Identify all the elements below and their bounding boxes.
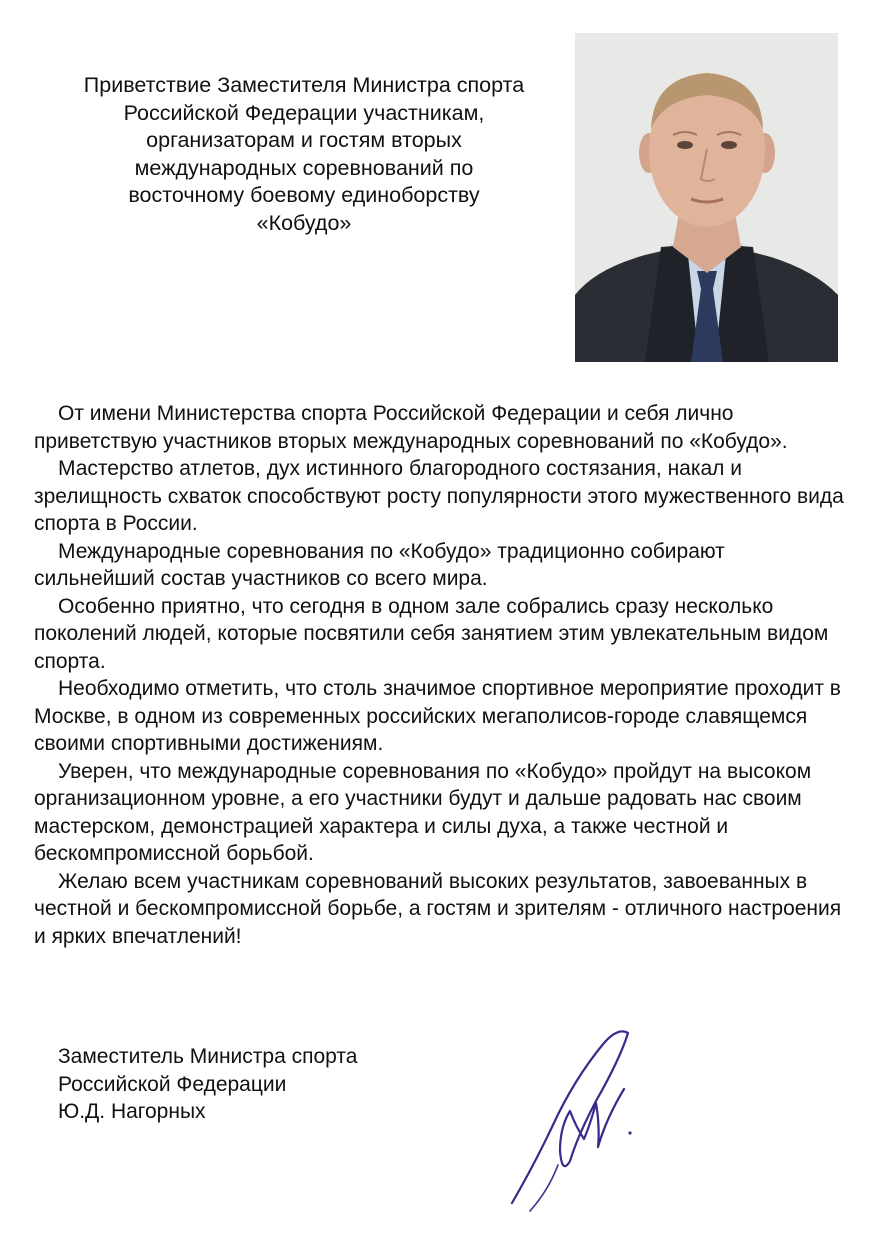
portrait-icon (575, 33, 838, 362)
letter-paragraph: Мастерство атлетов, дух истинного благородного состязания, накал и зрелищность схваток способствуют росту популярности этого мужественного вида спорта в России. (34, 457, 844, 535)
signoff-block (58, 1043, 478, 1126)
greeting-title: Приветствие Заместителя Министра спорта Российской Федерации участникам, организаторам и гостям вторых международных соревнований по восточному боевому единоборству «Кобудо» (83, 73, 525, 235)
letter-paragraph: Особенно приятно, что сегодня в одном зале собрались сразу несколько поколений людей, которые посвятили себя занятием этим увлекательным видом спорта. (34, 594, 829, 673)
letter-paragraph: От имени Министерства спорта Российской Федерации и себя лично приветствую участников вторых международных соревнований по «Кобудо». (34, 402, 788, 453)
letter-paragraph: Желаю всем участникам соревнований высоких результатов, завоеванных в честной и бескомпромиссной борьбе, а гостям и зрителям - отличного настроения и ярких впечатлений! (34, 869, 842, 948)
portrait-photo (575, 33, 838, 362)
signer-name: Ю.Д. Нагорных (58, 1100, 206, 1123)
letter-paragraph: Уверен, что международные соревнования по «Кобудо» пройдут на высоком организационном уровне, а его участники будут и дальше радовать нас своим мастерском, демонстрацией характера и силы духа, а также честной и бескомпромиссной борьбой. (34, 759, 812, 865)
letter-paragraph: Международные соревнования по «Кобудо» традиционно собирают сильнейший состав участников со всего мира. (34, 539, 725, 590)
signer-position-line2: Российской Федерации (58, 1072, 287, 1096)
letter-paragraph: Необходимо отметить, что столь значимое спортивное мероприятие проходит в Москве, в одном из современных российских мегаполисов-городе славящемся своими спортивными достижениям. (34, 677, 841, 755)
letter-body (34, 400, 844, 950)
signature-icon (500, 1015, 660, 1215)
signer-position-line1: Заместитель Министра спорта (58, 1045, 358, 1068)
